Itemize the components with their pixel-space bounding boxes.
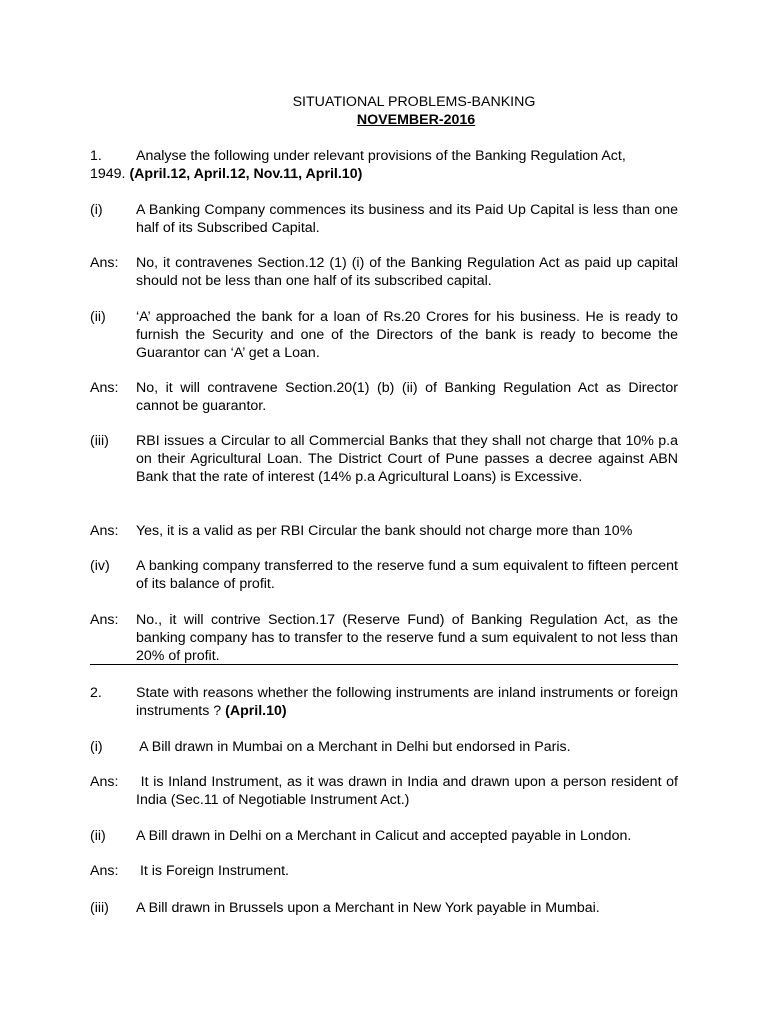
question-text-continued: 1949.: [90, 166, 130, 182]
item-label: (i): [90, 202, 103, 218]
q2-answer-i: [90, 773, 682, 809]
answer-label: Ans:: [90, 863, 119, 879]
q2-item-iii: [90, 899, 678, 917]
item-text: A Bill drawn in Mumbai on a Merchant in Delhi but endorsed in Paris.: [136, 739, 571, 755]
item-text: A banking company transferred to the reserve fund a sum equivalent to fifteen percent of its balance of profit.: [136, 558, 678, 592]
item-label: (iii): [90, 433, 109, 449]
q1-answer-ii: [90, 379, 678, 415]
answer-label: Ans:: [90, 380, 119, 396]
answer-text: No., it will contrive Section.17 (Reserve Fund) of Banking Regulation Act, as the banking company has to transfer to the reserve fund a sum equivalent to not less than 20% of profit.: [136, 612, 678, 664]
answer-text: No, it will contravene Section.20(1) (b) (ii) of Banking Regulation Act as Director cannot be guarantor.: [136, 380, 678, 414]
question-reference: (April.12, April.12, Nov.11, April.10): [129, 166, 363, 182]
section-divider: [90, 664, 678, 665]
question-2-heading: [90, 684, 678, 720]
item-text: A Banking Company commences its business and its Paid Up Capital is less than one half of its Subscribed Capital.: [136, 202, 678, 236]
answer-text: No, it contravenes Section.12 (1) (i) of the Banking Regulation Act as paid up capital should not be less than one half of its subscribed capital.: [136, 255, 678, 289]
answer-text: Yes, it is a valid as per RBI Circular the bank should not charge more than 10%: [136, 523, 633, 539]
q1-answer-i: [90, 254, 678, 290]
answer-text: It is Inland Instrument, as it was drawn in India and drawn upon a person resident of India (Sec.11 of Negotiable Instrument Act.): [136, 774, 682, 808]
item-text: A Bill drawn in Delhi on a Merchant in Calicut and accepted payable in London.: [136, 828, 632, 844]
item-label: (ii): [90, 309, 106, 325]
answer-label: Ans:: [90, 523, 119, 539]
answer-text: It is Foreign Instrument.: [136, 863, 289, 879]
answer-label: Ans:: [90, 612, 119, 628]
answer-label: Ans:: [90, 255, 119, 271]
question-1-heading: [90, 147, 678, 183]
document-title: SITUATIONAL PROBLEMS-BANKING: [292, 94, 536, 110]
q2-item-ii: [90, 827, 678, 845]
document-subtitle: NOVEMBER-2016: [356, 112, 476, 128]
item-label: (i): [90, 739, 103, 755]
question-number: 1.: [90, 148, 102, 164]
q1-item-iii: [90, 432, 678, 486]
item-label: (iii): [90, 900, 109, 916]
item-label: (ii): [90, 828, 106, 844]
question-text: State with reasons whether the following instruments are inland instruments or foreign instruments ?: [136, 685, 678, 719]
q2-item-i: [90, 738, 678, 756]
item-label: (iv): [90, 558, 110, 574]
item-text: ‘A’ approached the bank for a loan of Rs.20 Crores for his business. He is ready to furnish the Security and one of the Directors of the bank is ready to become the Guarantor can ‘A’ get a Loan.: [136, 309, 678, 361]
question-number: 2.: [90, 685, 102, 701]
item-text: RBI issues a Circular to all Commercial Banks that they shall not charge that 10% p.a on their Agricultural Loan. The District Court of Pune passes a decree against ABN Bank that the rate of interest (14% p.a Agricultural Loans) is Excessive.: [136, 433, 678, 485]
q2-answer-ii: [90, 862, 678, 880]
q1-answer-iii: [90, 522, 678, 540]
item-text: A Bill drawn in Brussels upon a Merchant in New York payable in Mumbai.: [136, 900, 600, 916]
q1-item-i: [90, 201, 678, 237]
q1-item-iv: [90, 557, 678, 593]
q1-answer-iv: [90, 611, 678, 665]
q1-item-ii: [90, 308, 678, 362]
answer-label: Ans:: [90, 774, 119, 790]
question-text: Analyse the following under relevant provisions of the Banking Regulation Act,: [136, 148, 626, 164]
question-reference: (April.10): [225, 703, 287, 719]
